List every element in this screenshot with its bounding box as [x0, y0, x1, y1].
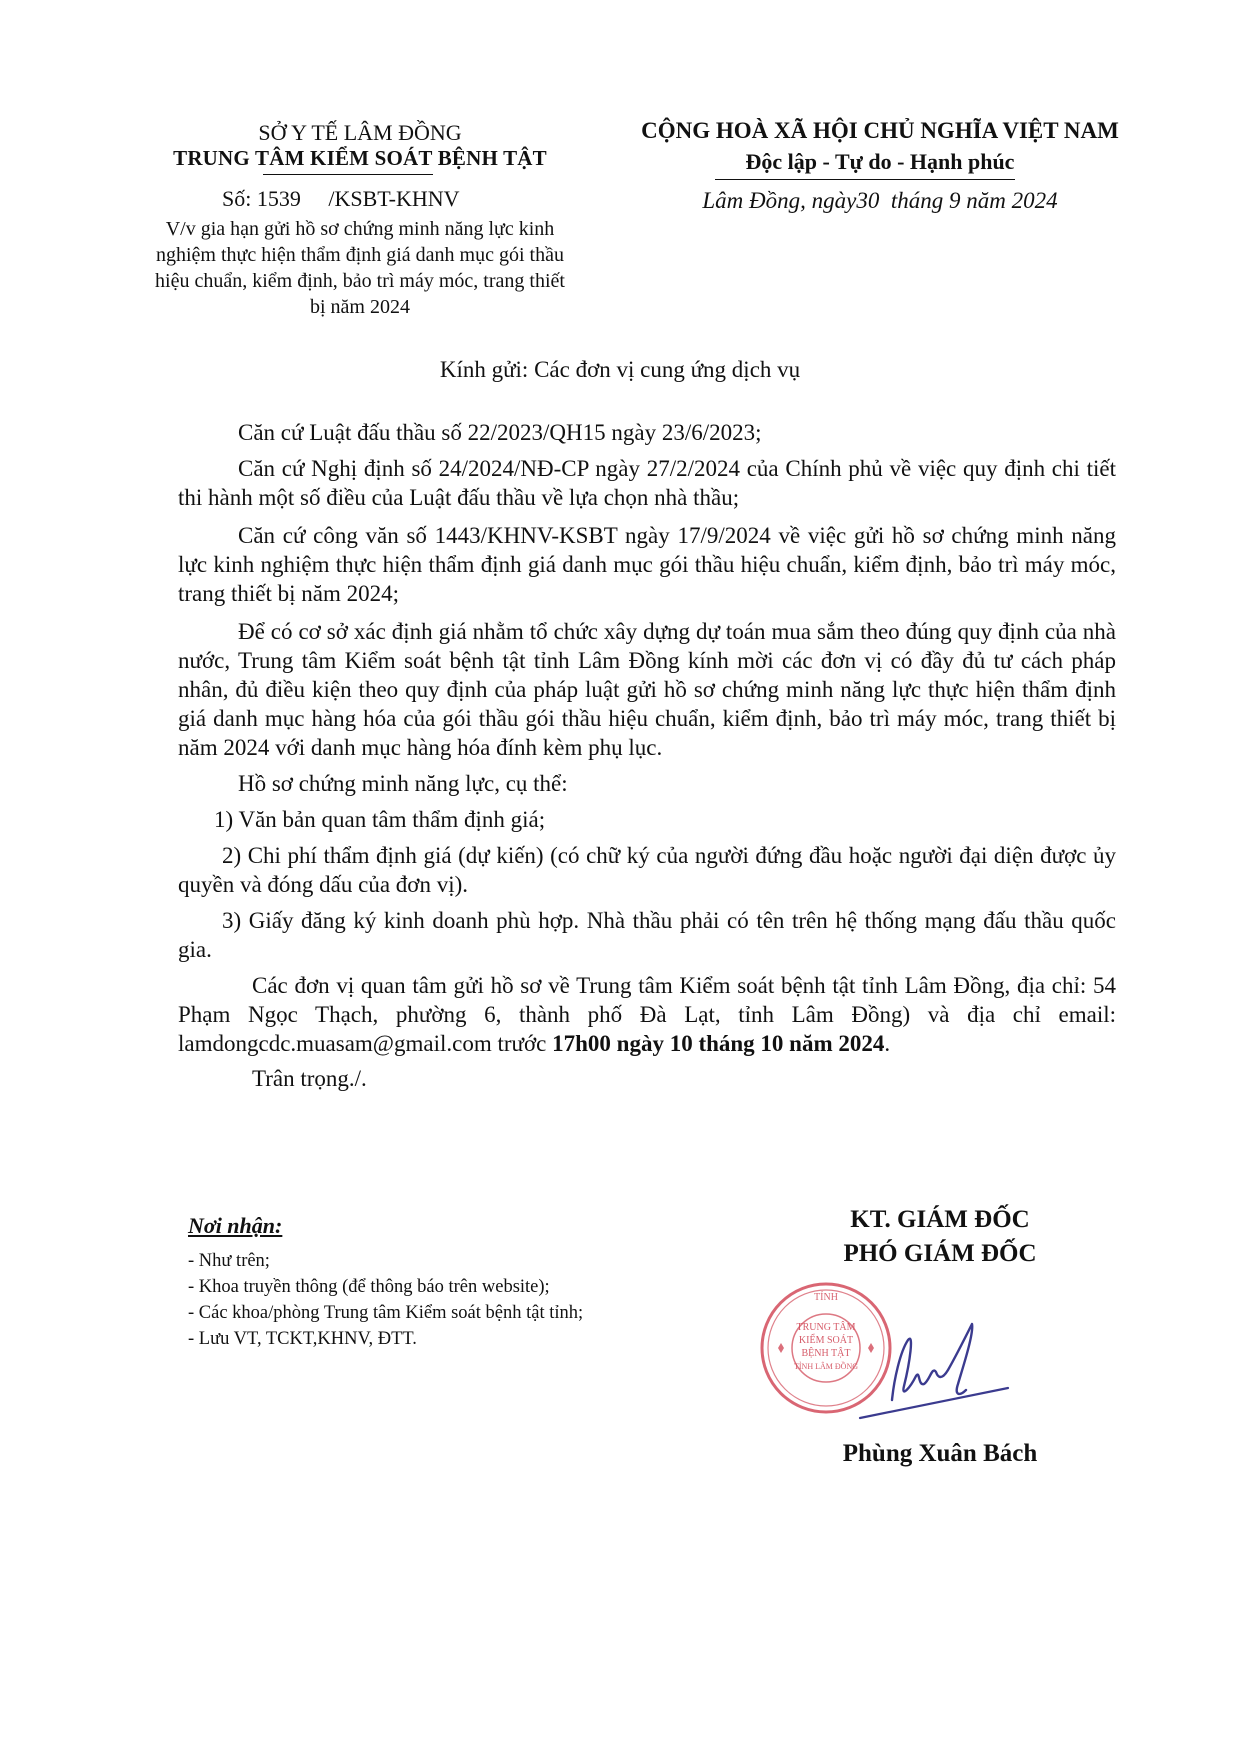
svg-text:TỈNH: TỈNH	[814, 1292, 838, 1303]
recipients-list-item: - Lưu VT, TCKT,KHNV, ĐTT.	[188, 1329, 417, 1349]
issuer-organization: TRUNG TÂM KIỂM SOÁT BỆNH TẬT	[173, 146, 547, 170]
document-subject: V/v gia hạn gửi hồ sơ chứng minh năng lực kinh nghiệm thực hiện thẩm định giá danh mục gói thầu hiệu chuẩn, kiểm định, bảo trì máy móc, trang thiết bị năm 2024	[155, 218, 565, 318]
motto-underline	[715, 179, 1015, 180]
svg-text:TRUNG TÂM: TRUNG TÂM	[796, 1322, 856, 1333]
body-paragraph-contact	[178, 971, 1116, 1058]
recipients-list-item: - Khoa truyền thông (để thông báo trên website);	[188, 1277, 550, 1297]
closing-line: Trân trọng./.	[252, 1066, 367, 1091]
body-paragraph-requirements: Hồ sơ chứng minh năng lực, cụ thể:	[238, 771, 568, 796]
body-paragraph-legal-basis-2: Căn cứ Nghị định số 24/2024/NĐ-CP ngày 27/2/2024 của Chính phủ về việc quy định chi tiết thi hành một số điều của Luật đấu thầu về lựa chọn nhà thầu;	[178, 456, 1116, 510]
recipients-title: Nơi nhận:	[188, 1213, 283, 1238]
recipient-line: Kính gửi: Các đơn vị cung ứng dịch vụ	[439, 357, 801, 382]
recipients-list-item: - Các khoa/phòng Trung tâm Kiểm soát bệnh tật tỉnh;	[188, 1303, 584, 1323]
body-paragraph-legal-basis-3: Căn cứ công văn số 1443/KHNV-KSBT ngày 17/9/2024 về việc gửi hồ sơ chứng minh năng lực kinh nghiệm thực hiện thẩm định giá danh mục gói thầu hiệu chuẩn, kiểm định, bảo trì máy móc, trang thiết bị năm 2024;	[178, 523, 1116, 606]
svg-text:BỆNH TẬT: BỆNH TẬT	[801, 1348, 851, 1359]
svg-text:KIỂM SOÁT: KIỂM SOÁT	[798, 1335, 854, 1346]
requirement-item-2: 2) Chi phí thẩm định giá (dự kiến) (có chữ ký của người đứng đầu hoặc người đại diện được ủy quyền và đóng dấu của đơn vị).	[178, 843, 1116, 897]
document-body	[178, 418, 1116, 1102]
issuer-underline	[263, 174, 433, 175]
contact-text: Các đơn vị quan tâm gửi hồ sơ về Trung tâm Kiểm soát bệnh tật tỉnh Lâm Đồng, địa chỉ: 54 Phạm Ngọc Thạch, phường 6, thành phố Đà Lạt, tỉnh Lâm Đồng) và địa chỉ email: lamdongcdc.muasam@gmail.com trước	[178, 973, 1116, 1056]
document-date: Lâm Đồng, ngày30 tháng 9 năm 2024	[702, 188, 1058, 213]
issuer-ministry: SỞ Y TẾ LÂM ĐỒNG	[258, 120, 462, 145]
svg-text:TỈNH LÂM ĐỒNG: TỈNH LÂM ĐỒNG	[794, 1362, 858, 1371]
requirement-item-1: 1) Văn bản quan tâm thẩm định giá;	[214, 807, 546, 832]
contact-end: .	[884, 1031, 891, 1056]
recipients-list	[188, 1248, 583, 1352]
document-number: Số: 1539 /KSBT-KHNV	[222, 186, 460, 211]
body-paragraph-legal-basis-1: Căn cứ Luật đấu thầu số 22/2023/QH15 ngày 23/6/2023;	[238, 420, 762, 445]
handwritten-signature-icon	[830, 1300, 1030, 1430]
signer-authority: KT. GIÁM ĐỐC	[850, 1206, 1030, 1233]
requirement-item-3: 3) Giấy đăng ký kinh doanh phù hợp. Nhà thầu phải có tên trên hệ thống mạng đấu thầu quốc gia.	[178, 908, 1116, 962]
signer-position: PHÓ GIÁM ĐỐC	[843, 1240, 1037, 1267]
body-paragraph-invitation: Để có cơ sở xác định giá nhằm tổ chức xây dựng dự toán mua sắm theo đúng quy định của nhà nước, Trung tâm Kiểm soát bệnh tật tỉnh Lâm Đồng kính mời các đơn vị có đầy đủ tư cách pháp nhân, đủ điều kiện theo quy định của pháp luật gửi hồ sơ chứng minh năng lực thực hiện thẩm định giá danh mục hàng hóa của gói thầu gói thầu hiệu chuẩn, kiểm định, bảo trì máy móc, trang thiết bị năm 2024 với danh mục hàng hóa đính kèm phụ lục.	[178, 619, 1116, 760]
recipients-list-item: - Như trên;	[188, 1251, 270, 1271]
signer-name: Phùng Xuân Bách	[842, 1440, 1038, 1467]
submission-deadline: 17h00 ngày 10 tháng 10 năm 2024	[552, 1031, 885, 1056]
national-title: CỘNG HOÀ XÃ HỘI CHỦ NGHĨA VIỆT NAM	[641, 118, 1119, 143]
national-motto: Độc lập - Tự do - Hạnh phúc	[745, 149, 1015, 174]
